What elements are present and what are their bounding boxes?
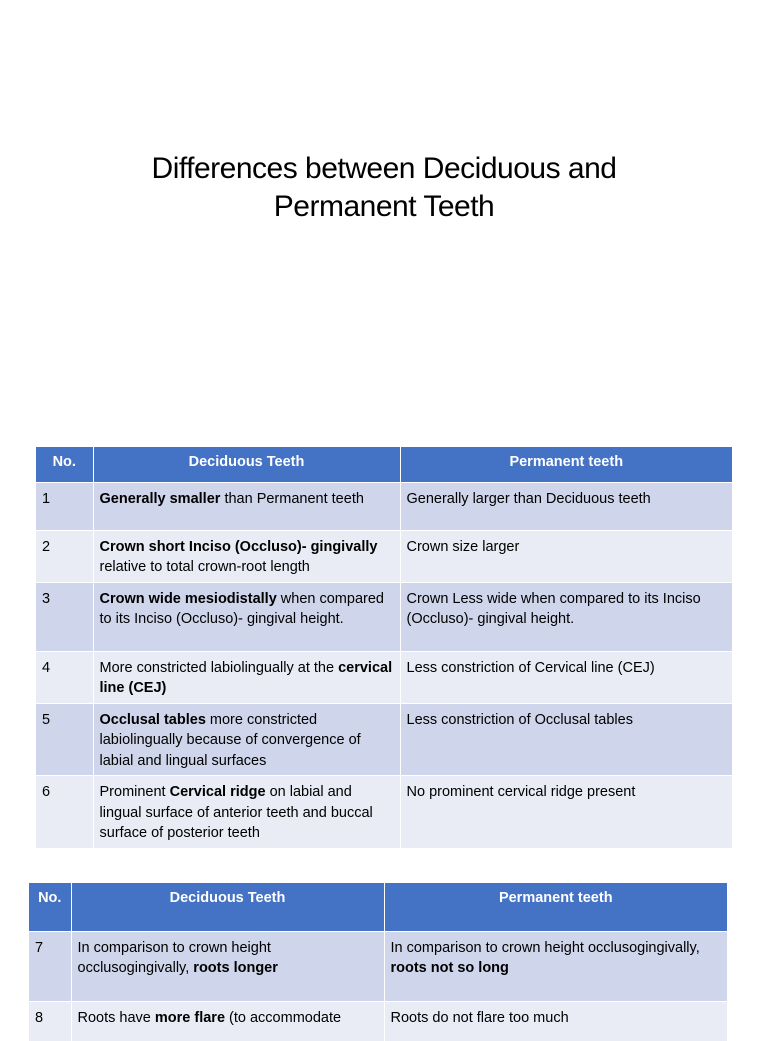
- deciduous-cell: [93, 776, 400, 848]
- row-number: 1: [36, 482, 93, 530]
- cell-text: More constricted labiolingually at the: [99, 659, 339, 676]
- row-number: 3: [36, 582, 93, 651]
- permanent-cell: Generally larger than Deciduous teeth: [400, 482, 732, 530]
- deciduous-cell: [71, 1001, 384, 1041]
- table-row: [29, 1001, 727, 1041]
- table-row: [36, 482, 732, 530]
- bold-text: Crown short Inciso (Occluso)- gingivally: [99, 538, 378, 555]
- permanent-cell: Crown Less wide when compared to its Inciso (Occluso)- gingival height.: [400, 582, 732, 651]
- header-permanent: Permanent teeth: [400, 447, 732, 482]
- permanent-cell: Less constriction of Occlusal tables: [400, 703, 732, 776]
- row-number: 8: [29, 1001, 71, 1041]
- permanent-cell: [384, 931, 727, 1001]
- cell-text: In comparison to crown height occlusogingivally,: [77, 939, 271, 976]
- permanent-cell: Roots do not flare too much: [384, 1001, 727, 1041]
- bold-text: Generally smaller: [99, 490, 221, 507]
- deciduous-cell: [93, 582, 400, 651]
- cell-text: than Permanent teeth: [220, 490, 364, 507]
- permanent-cell: No prominent cervical ridge present: [400, 776, 732, 848]
- title-line-2: Permanent Teeth: [273, 190, 495, 223]
- table-row: [36, 582, 732, 651]
- permanent-cell: Less constriction of Cervical line (CEJ): [400, 651, 732, 703]
- bold-text: Cervical ridge: [169, 784, 266, 800]
- cell-text: more constricted labiolingually because of convergence of labial and lingual surfaces: [99, 711, 361, 769]
- cell-text: Prominent: [99, 784, 170, 800]
- row-number: 6: [36, 776, 93, 848]
- comparison-table-2: [29, 883, 727, 1041]
- bold-text: cervical line (CEJ): [99, 659, 393, 696]
- cell-text: In comparison to crown height occlusogingivally,: [390, 939, 700, 956]
- cell-text: on labial and lingual surface of anterior teeth and buccal surface of posterior teeth: [99, 784, 373, 841]
- deciduous-cell: [93, 530, 400, 582]
- row-number: 5: [36, 703, 93, 776]
- deciduous-cell: [71, 931, 384, 1001]
- cell-text: when compared to its Inciso (Occluso)- gingival height.: [99, 590, 384, 627]
- bold-text: more flare: [154, 1009, 226, 1026]
- row-number: 7: [29, 931, 71, 1001]
- table-header-row: [29, 883, 727, 931]
- permanent-cell: Crown size larger: [400, 530, 732, 582]
- page-title: [0, 150, 768, 226]
- row-number: 2: [36, 530, 93, 582]
- header-no: No.: [36, 447, 93, 482]
- deciduous-cell: [93, 651, 400, 703]
- header-no: No.: [29, 883, 71, 931]
- cell-text: relative to total crown-root length: [99, 559, 310, 575]
- table-header-row: [36, 447, 732, 482]
- header-deciduous: Deciduous Teeth: [71, 883, 384, 931]
- header-deciduous: Deciduous Teeth: [93, 447, 400, 482]
- comparison-table-1: [36, 447, 732, 848]
- table-row: [36, 530, 732, 582]
- bold-text: roots longer: [193, 960, 278, 976]
- cell-text: Roots have: [77, 1009, 155, 1026]
- bold-text: Crown wide mesiodistally: [99, 590, 277, 607]
- table-row: [36, 651, 732, 703]
- table-row: [36, 776, 732, 848]
- bold-text: roots not so long: [390, 960, 509, 976]
- deciduous-cell: [93, 703, 400, 776]
- deciduous-cell: [93, 482, 400, 530]
- table-row: [29, 931, 727, 1001]
- table-row: [36, 703, 732, 776]
- bold-text: Occlusal tables: [99, 711, 206, 728]
- header-permanent: Permanent teeth: [384, 883, 727, 931]
- row-number: 4: [36, 651, 93, 703]
- title-line-1: Differences between Deciduous and: [151, 152, 617, 185]
- cell-text: (to accommodate: [225, 1009, 342, 1026]
